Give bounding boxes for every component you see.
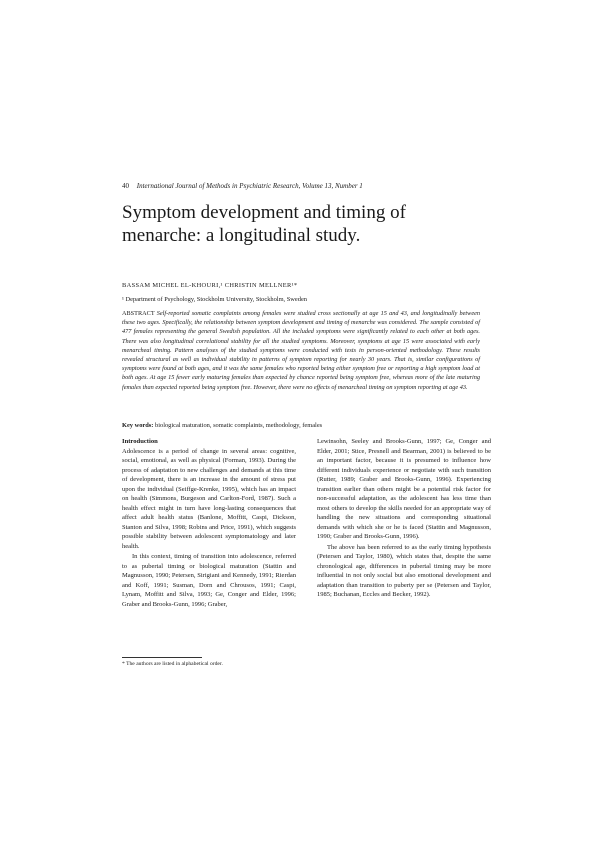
- journal-citation: International Journal of Methods in Psychiatric Research, Volume 13, Number 1: [136, 182, 363, 190]
- page-number: 40: [122, 182, 129, 190]
- paragraph: In this context, timing of transition into adolescence, referred to as pubertal timing or biological maturation (Stattin and Magnusson, 1990; Petersen, Sirigiani and Kennedy, 1991; Rierdan and Koff, 1991; Susman, Dorn and Chrousos, 1991; Caspi, Lynam, Moffitt and Silva, 1993; Ge, Conger and Elder, 1996; Graber and Brooks-Gunn, 1996; Graber,: [122, 553, 296, 608]
- running-header: [122, 182, 482, 191]
- section-heading-introduction: Introduction: [122, 438, 158, 445]
- affiliation: ¹ Department of Psychology, Stockholm University, Stockholm, Sweden: [122, 296, 307, 303]
- paragraph: The above has been referred to as the early timing hypothesis (Petersen and Taylor, 1980), which states that, despite the same chronological age, differences in pubertal timing may be more influential in not only social but also emotional development and adaptation than transition to puberty per se (Petersen and Taylor, 1985; Buchanan, Eccles and Becker, 1992).: [317, 543, 491, 598]
- abstract-label: ABSTRACT: [122, 310, 155, 317]
- keywords-text: biological maturation, somatic complaints, methodology, females: [155, 422, 323, 429]
- paper-title: Symptom development and timing of menarche: a longitudinal study.: [122, 202, 406, 246]
- right-column: [317, 437, 491, 600]
- footnote-divider: [122, 657, 202, 658]
- paragraph: Adolescence is a period of change in several areas: cognitive, social, emotional, as well as physical (Forman, 1993). During the process of adaptation to new challenges and demands at this time of development, there is an increase in the amount of stress put upon the individual (Seiffge-Krenke, 1995), which has an impact on health (Simmons, Burgeson and Carlton-Ford, 1987). Such a health effect might in turn have long-lasting consequences that affect adult health status (Banlone, Moffitt, Caspi, Dickson, Stanton and Silva, 1998; Robins and Price, 1991), which suggests possible stability between adolescent symptomatology and later health.: [122, 447, 296, 550]
- paragraph: Lewinsohn, Seeley and Brooks-Gunn, 1997; Ge, Conger and Elder, 2001; Stice, Presnell and Bearman, 2001) is believed to be an important factor, because it is presumed to influence how different individuals experience or negotiate with such transition (Rutter, 1989; Graber and Brooks-Gunn, 1996). Experiencing transition earlier than others might be a potential risk factor for non-successful adaptation, as the adolescent has less time than most others to develop the skills needed for an appropriate way of handling the new situations and corresponding situational demands with which she or he is faced (Stattin and Magnusson, 1990; Graber and Brooks-Gunn, 1996).: [317, 438, 491, 540]
- abstract: [122, 309, 480, 392]
- author-list: BASSAM MICHEL EL-KHOURI,¹ CHRISTIN MELLNER¹*: [122, 282, 298, 289]
- abstract-body: Self-reported somatic complaints among females were studied cross sectionally at age 15 and 43, and longitudinally between these two ages. Specifically, the relationship between symptom development and timing of menarche was considered. The sample consisted of 477 females representing the general Swedish population. All the included symptoms were significantly related to each other at both ages. There was also longitudinal correlational stability for all the studied symptoms. Moreover, symptoms at age 15 were associated with early menarcheal timing. Pattern analyses of the studied symptoms were conducted with tests in person-oriented methodology. These results revealed structural as well as individual stability in patterns of symptom reporting for nearly 30 years. That is, similar configurations of symptoms were found at both ages, and it was the same females who reported being either symptom free or reporting a high symptom load at both ages. At age 15 fewer early maturing females than expected by chance reported being symptom free, whereas more of the late maturing females than expected reported being symptom free. However, there were no effects of menarcheal timing on symptom reporting at age 43.: [122, 310, 481, 391]
- footnote: * The authors are listed in alphabetical order.: [122, 661, 223, 667]
- keywords-label: Key words:: [122, 422, 154, 429]
- keywords: [122, 421, 480, 430]
- left-column: [122, 437, 296, 609]
